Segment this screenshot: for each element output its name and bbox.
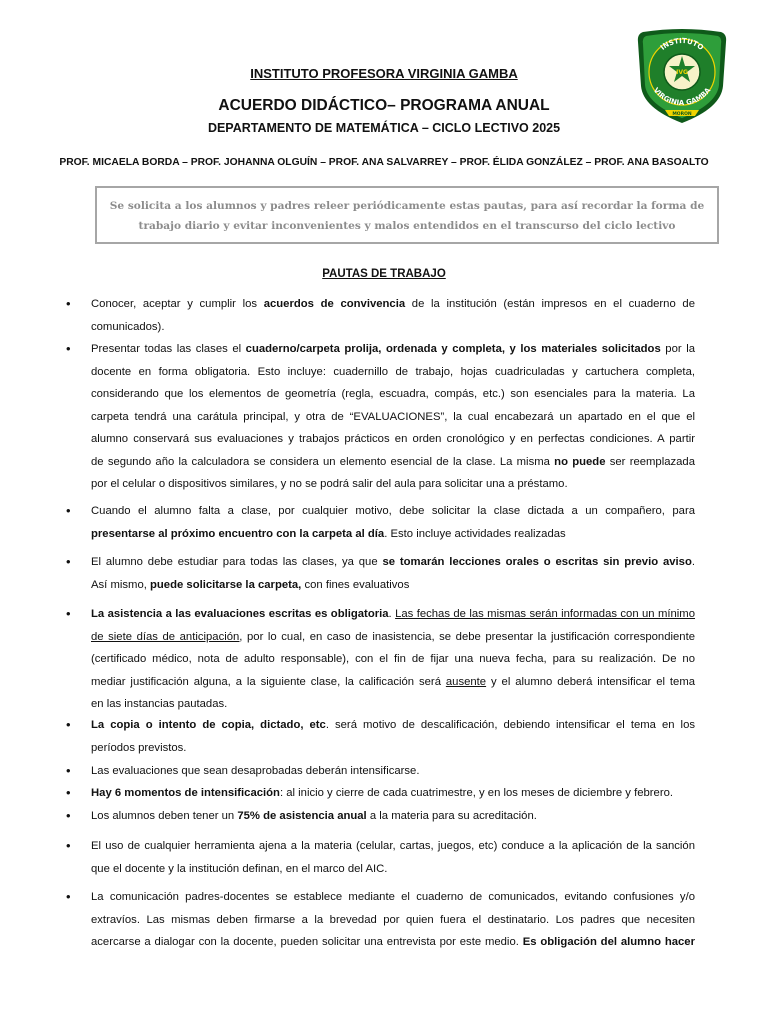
bold-text: se tomarán lecciones orales o escritas sin previo aviso: [382, 556, 692, 568]
list-item-line: [91, 451, 695, 474]
bullet-icon: •: [66, 808, 71, 823]
text: y el alumno deberá intensificar el tema: [486, 675, 696, 688]
text: por el celular o dispositivos similares, y no se podrá salir del aula para solicitar una a préstamo.: [91, 478, 568, 490]
list-item: [66, 835, 695, 880]
list-item: [66, 500, 695, 545]
list-item-line: [91, 886, 695, 909]
logo-emblem-text: IVG: [676, 69, 688, 76]
list-item-line: [91, 760, 695, 783]
notice-line-1: Se solicita a los alumnos y padres releer periódicamente estas pautas, para así recordar la forma de: [109, 200, 705, 212]
list-item-line: [91, 428, 695, 451]
list-item-line: [91, 737, 695, 760]
bullet-icon: •: [66, 717, 71, 732]
text: de la institución (están impresos en el cuaderno de: [405, 298, 695, 310]
text: Conocer, aceptar y cumplir los: [91, 298, 264, 310]
list-item-line: [91, 473, 695, 496]
list-item-line: [91, 383, 695, 406]
text: La comunicación padres-docentes se establece mediante el cuaderno de comunicados, evitando confusiones y/o: [91, 891, 695, 903]
list-item: [66, 338, 696, 496]
list-item: [66, 293, 695, 338]
text: carpeta tendrá una carátula principal, y otra de “EVALUACIONES”, la cual encabezará un apartado en el que el: [91, 410, 695, 423]
text: en las instancias pautadas.: [91, 698, 228, 710]
text: .: [388, 608, 396, 620]
text: alumno conservará sus evaluaciones y trabajos prácticos en orden cronológico y en perfectas condiciones. A partir: [91, 433, 695, 445]
logo-top-text: INSTITUTO: [658, 36, 705, 52]
text: Presentar todas las clases el: [91, 343, 246, 355]
text: a la materia para su acreditación.: [366, 810, 537, 822]
list-item-line: [91, 805, 695, 828]
bold-text: La copia o intento de copia, dictado, etc: [91, 719, 326, 731]
list-item-line: [91, 858, 695, 881]
bullet-icon: •: [66, 554, 71, 569]
text: considerando que los elementos de geometría (regla, escuadra, compás, etc.) son esenciales para la materia. La: [91, 388, 695, 400]
text: . Esto incluye actividades realizadas: [384, 527, 566, 540]
text: ser reemplazada: [605, 455, 696, 468]
bold-text: no puede: [554, 455, 606, 468]
text: Los alumnos deben tener un: [91, 810, 238, 822]
bullet-icon: •: [66, 889, 71, 904]
bullet-icon: •: [66, 838, 71, 853]
list-item-line: [91, 316, 695, 339]
text: Así mismo,: [91, 578, 150, 591]
list-item-line: [91, 931, 695, 954]
bold-text: Hay 6 momentos de intensificación: [91, 787, 280, 799]
text: por la: [660, 343, 695, 355]
text: de segundo año la calculadora se considera un elemento esencial de la clase. La misma: [91, 455, 555, 468]
text: El alumno debe estudiar para todas las clases, ya que: [91, 556, 383, 568]
list-item-line: [91, 338, 695, 361]
bullet-icon: •: [66, 341, 71, 356]
bold-text: La asistencia a las evaluaciones escritas es obligatoria: [91, 608, 389, 620]
bold-text: 75% de asistencia anual: [237, 810, 367, 822]
list-item-line: [91, 406, 695, 429]
list-item: [66, 782, 695, 805]
text: que el docente y la institución definan, en el marco del AIC.: [91, 862, 388, 875]
list-item: [66, 714, 695, 759]
institute-logo: [633, 26, 731, 126]
list-item: [66, 805, 695, 828]
text: . será motivo de descalificación, debiendo intensificar el tema en los: [325, 719, 695, 731]
bold-text: puede solicitarse la carpeta,: [150, 578, 302, 591]
list-item-line: [91, 551, 695, 574]
text: Las evaluaciones que sean desaprobadas deberán intensificarse.: [91, 765, 420, 777]
list-item: [66, 603, 696, 716]
text: comunicados).: [91, 320, 165, 333]
text: Cuando el alumno falta a clase, por cualquier motivo, debe solicitar la clase dictada a un compañero, para: [91, 505, 695, 517]
bullet-icon: •: [66, 296, 71, 311]
underlined-text: Las fechas de las mismas serán informadas con un mínimo: [395, 608, 696, 620]
bold-text: acuerdos de convivencia: [263, 298, 406, 310]
list-item-line: [91, 648, 695, 671]
bold-text: presentarse al próximo encuentro con la carpeta al día: [91, 527, 385, 540]
notice-line-2: trabajo diario y evitar inconvenientes y malos entendidos en el transcurso del ciclo lectivo: [138, 220, 676, 232]
list-item-line: [91, 574, 695, 597]
underlined-text: ausente: [445, 675, 487, 688]
logo-bottom-text: VIRGINIA GAMBA: [651, 86, 713, 108]
notice-box: [95, 186, 719, 244]
bold-text: cuaderno/carpeta prolija, ordenada y completa, y los materiales solicitados: [245, 343, 661, 355]
text: docente en forma obligatoria. Esto incluye: cuadernillo de trabajo, hojas cuadriculadas y cartuchera completa,: [91, 365, 695, 378]
institute-name: INSTITUTO PROFESORA VIRGINIA GAMBA: [250, 66, 518, 81]
bullet-icon: •: [66, 503, 71, 518]
list-item-line: [91, 293, 695, 316]
text: acercarse a dialogar con la docente, pueden solicitar una entrevista por este medio.: [91, 936, 523, 948]
list-item-line: [91, 671, 695, 694]
text: extravíos. Las mismas deben firmarse a la brevedad por quien fuera el destinatario. Los padres que necesiten: [91, 913, 695, 926]
logo-ribbon-text: MORON: [672, 112, 692, 117]
underlined-text: de siete días de anticipación,: [91, 630, 243, 643]
professors-list: PROF. MICAELA BORDA – PROF. JOHANNA OLGUÍN – PROF. ANA SALVARREY – PROF. ÉLIDA GONZÁLEZ – PROF. ANA BASOALTO: [59, 157, 709, 168]
bullet-icon: •: [66, 606, 71, 621]
list-item-line: [91, 361, 695, 384]
list-item: [66, 886, 695, 954]
bold-text: Es obligación del alumno hacer: [522, 936, 695, 948]
document-subtitle: DEPARTAMENTO DE MATEMÁTICA – CICLO LECTIVO 2025: [207, 121, 561, 135]
text: mediar justificación alguna, a la siguiente clase, la calificación será: [91, 675, 446, 688]
list-item-line: [91, 693, 695, 716]
text: con fines evaluativos: [301, 578, 410, 591]
list-item-line: [91, 523, 695, 546]
text: : al inicio y cierre de cada cuatrimestre, y en los meses de diciembre y febrero.: [279, 787, 674, 799]
list-item-line: [91, 714, 695, 737]
list-item-line: [91, 835, 695, 858]
text: El uso de cualquier herramienta ajena a la materia (celular, cartas, juegos, etc) conduce a la aplicación de la sanción: [91, 840, 695, 852]
text: (certificado médico, nota de adulto responsable), con el fin de fijar una nueva fecha, para su realización. De no: [91, 653, 695, 665]
list-item-line: [91, 626, 695, 649]
section-title: PAUTAS DE TRABAJO: [322, 268, 446, 280]
text: períodos previstos.: [91, 741, 187, 754]
list-item-line: [91, 500, 695, 523]
list-item: [66, 551, 696, 596]
bullet-icon: •: [66, 785, 71, 800]
document-title: ACUERDO DIDÁCTICO– PROGRAMA ANUAL: [218, 97, 550, 114]
list-item-line: [91, 603, 695, 626]
list-item: [66, 760, 695, 783]
bullet-icon: •: [66, 763, 71, 778]
list-item-line: [91, 782, 695, 805]
list-item-line: [91, 909, 695, 932]
text: por lo cual, en caso de inasistencia, se debe presentar la justificación correspondiente: [242, 630, 695, 643]
text: .: [691, 556, 696, 568]
